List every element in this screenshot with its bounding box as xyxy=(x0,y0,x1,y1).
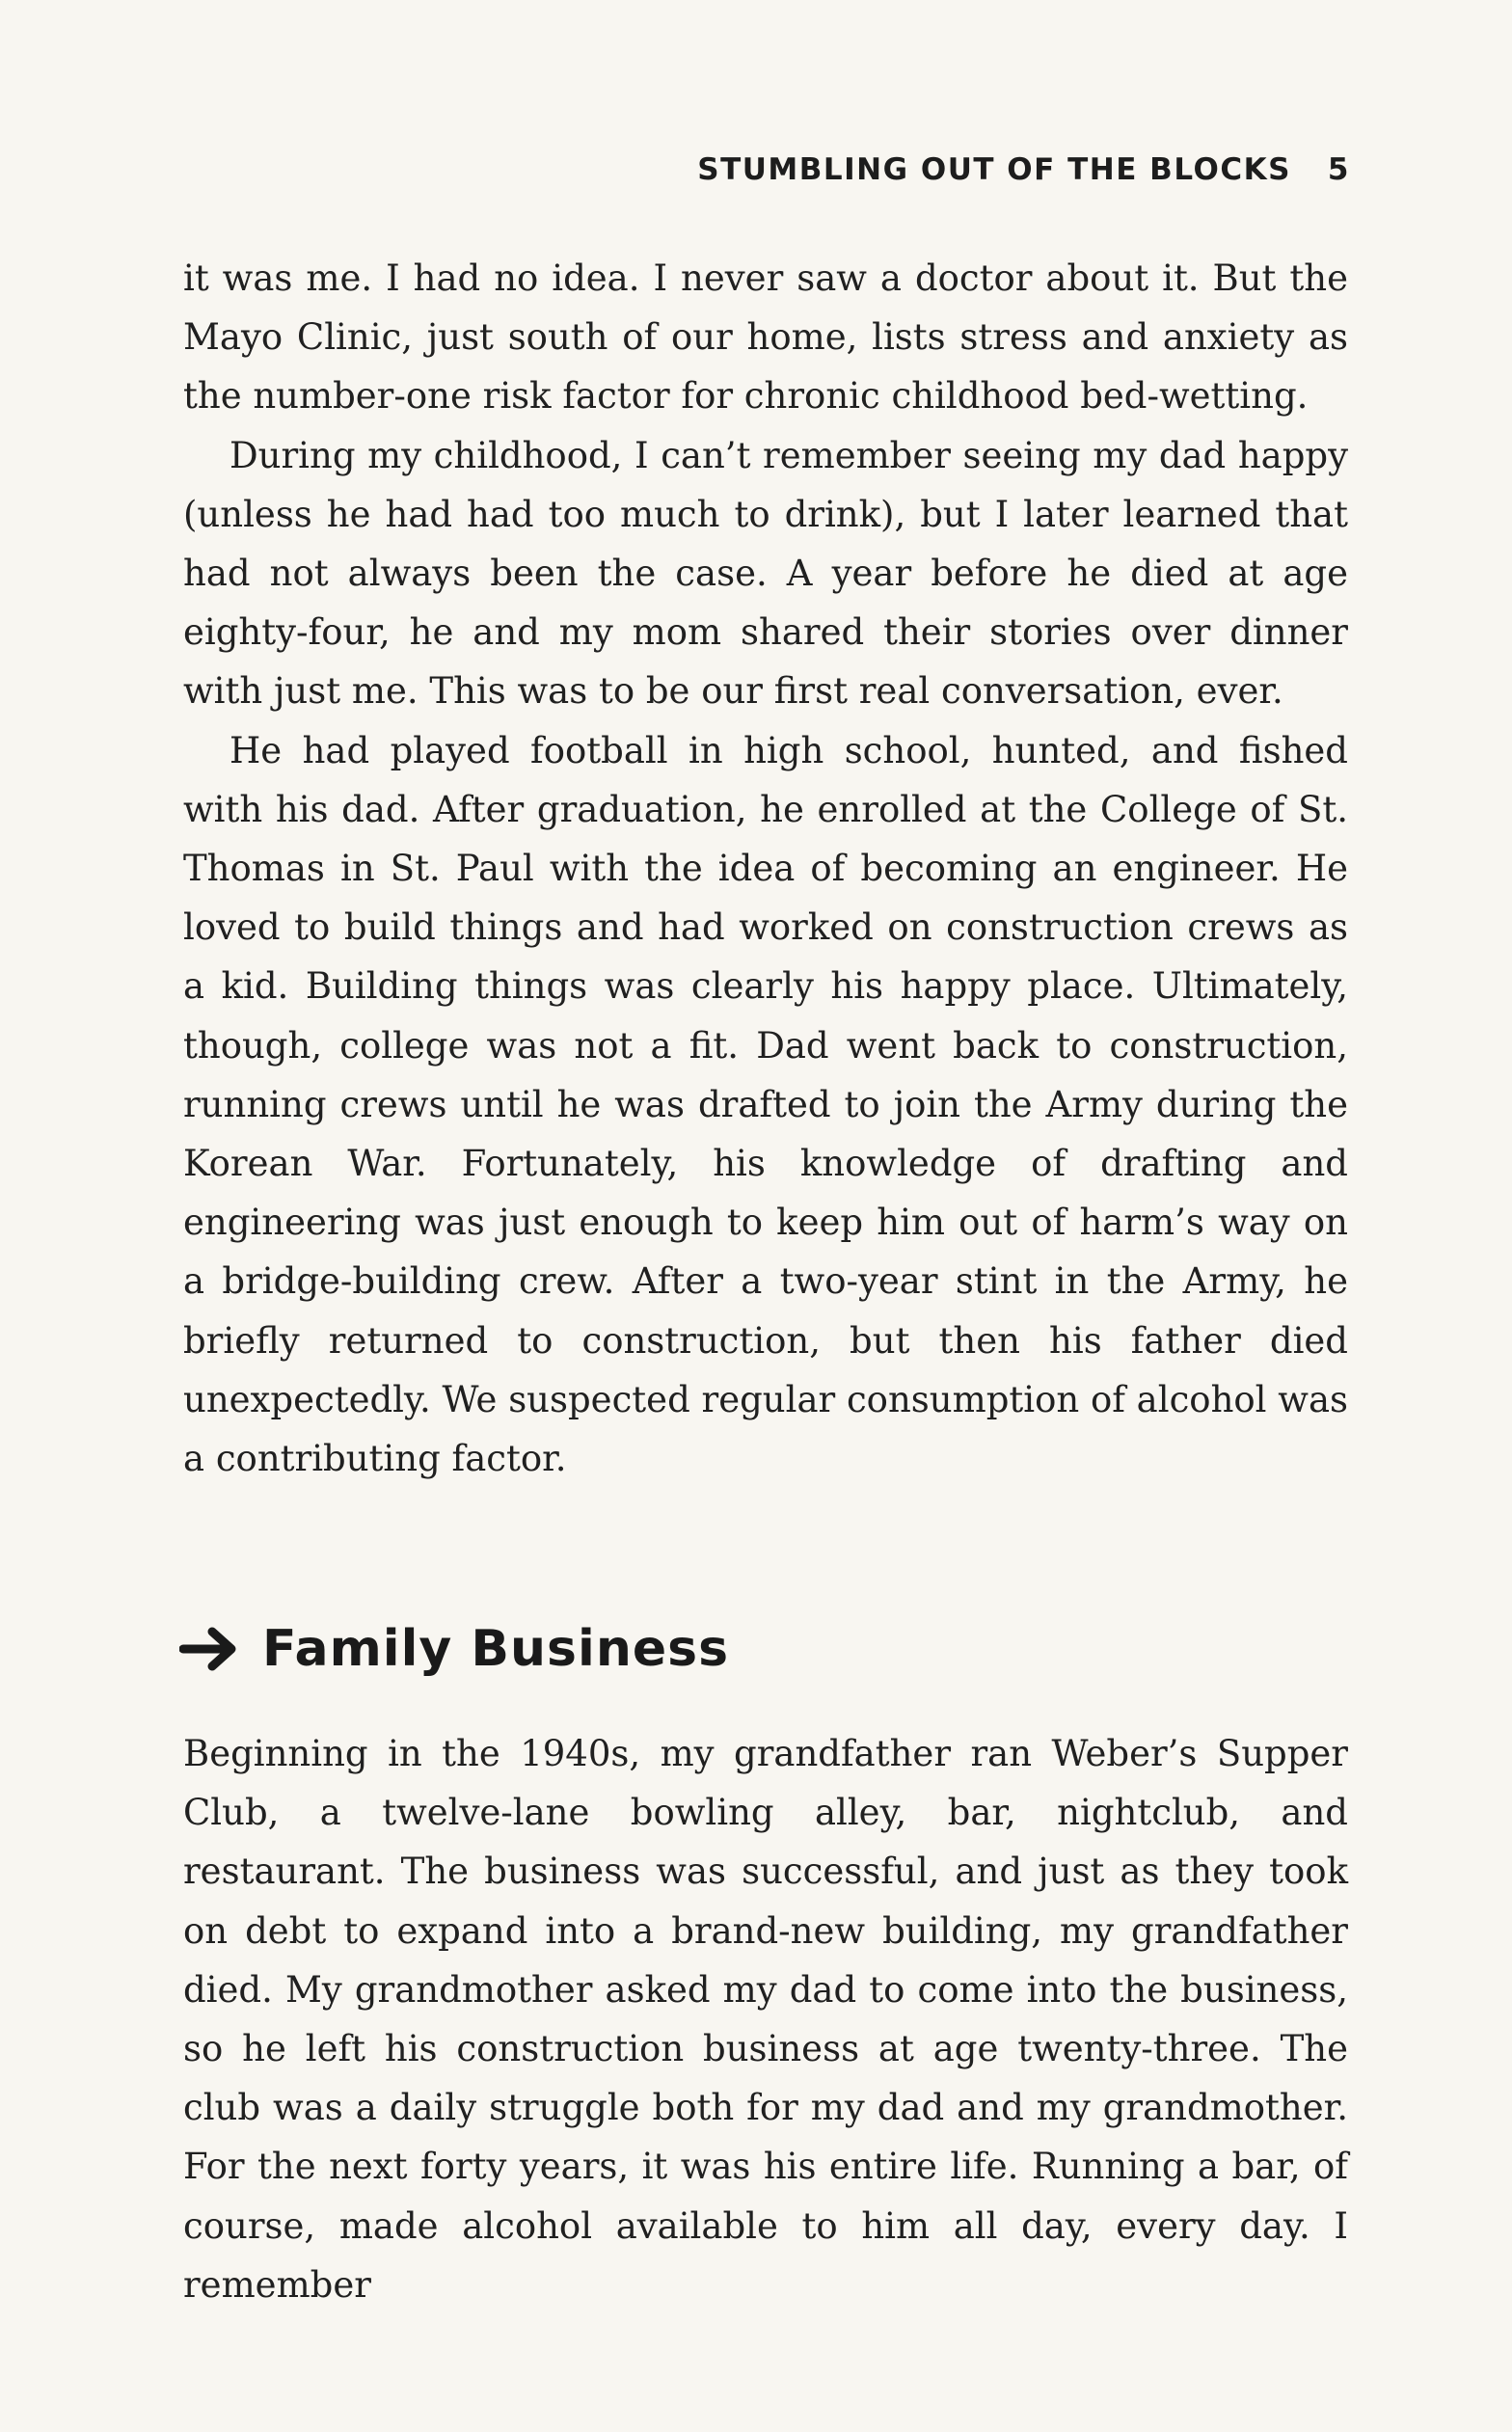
section-heading-text: Family Business xyxy=(262,1620,730,1678)
body-text-after-heading xyxy=(183,1724,1348,2314)
body-text-before-heading xyxy=(183,249,1348,1488)
paragraph: it was me. I had no idea. I never saw a doctor about it. But the Mayo Clinic, just south of our home, lists stress and anxiety as the number-one risk factor for chronic childhood bed-wetting. xyxy=(183,257,1348,418)
page-number: 5 xyxy=(1327,152,1350,187)
running-head xyxy=(675,152,1350,187)
paragraph: He had played football in high school, hunted, and fished with his dad. After graduation, he enrolled at the College of St. Thomas in St. Paul with the idea of becoming an engineer. He loved to build things and had worked on construction crews as a kid. Building things was clearly his happy place. Ultimately, though, college was not a fit. Dad went back to construction, running crews until he was drafted to join the Army during the Korean War. Fortunately, his knowledge of drafting and engineering was just enough to keep him out of harm’s way on a bridge-building crew. After a two-year stint in the Army, he briefly returned to construction, but then his father died unexpectedly. We suspected regular consumption of alcohol was a contributing factor. xyxy=(183,729,1348,1480)
paragraph: Beginning in the 1940s, my grandfather ran Weber’s Supper Club, a twelve-lane bowling alley, bar, nightclub, and restaurant. The business was successful, and just as they took on debt to expand into a brand-new building, my grandfather died. My grandmother asked my dad to come into the business, so he left his construction business at age twenty-three. The club was a daily struggle both for my dad and my grandmother. For the next forty years, it was his entire life. Running a bar, of course, made alcohol available to him all day, every day. I remember xyxy=(183,1733,1348,2306)
paragraph: During my childhood, I can’t remember seeing my dad happy (unless he had had too much to drink), but I later learned that had not always been the case. A year before he died at age eighty-four, he and my mom shared their stories over dinner with just me. This was to be our first real conversation, ever. xyxy=(183,434,1348,713)
running-head-title: STUMBLING OUT OF THE BLOCKS xyxy=(697,152,1291,187)
arrow-right-icon xyxy=(179,1624,243,1674)
section-heading xyxy=(179,1620,729,1678)
